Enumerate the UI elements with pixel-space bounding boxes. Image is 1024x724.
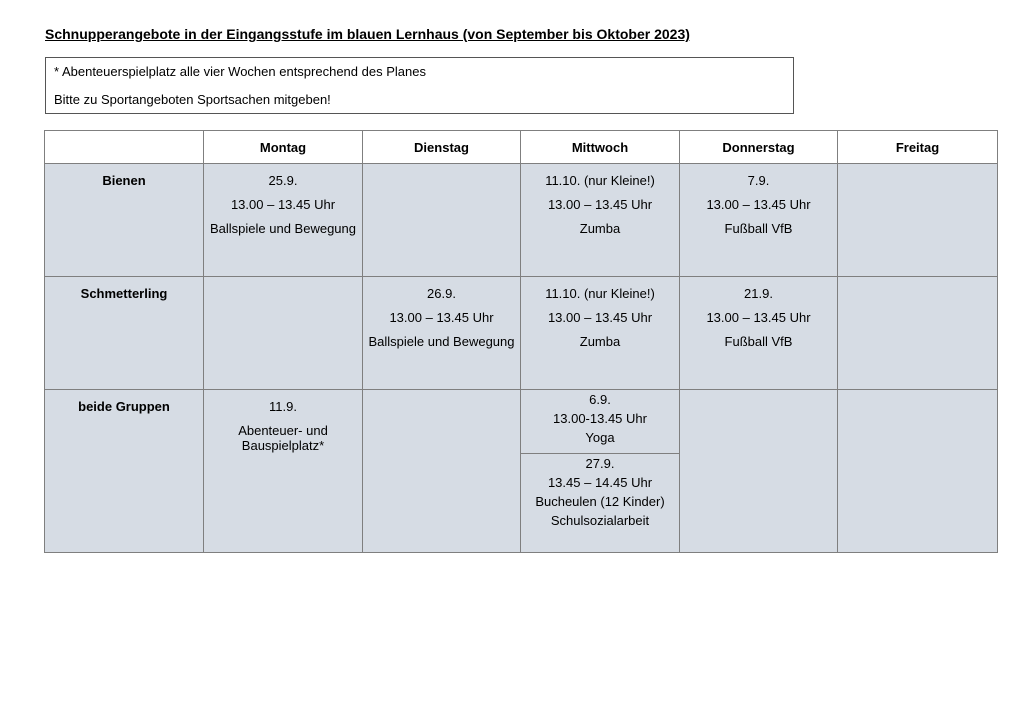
schedule-table — [44, 130, 998, 553]
cell-activity: Abenteuer- und Bauspielplatz* — [238, 423, 328, 453]
cell-time: 13.00 – 13.45 Uhr — [389, 310, 494, 325]
cell-bienen-montag — [204, 164, 363, 277]
cell-time: 13.45 – 14.45 Uhr — [547, 475, 653, 490]
cell-beide-donnerstag — [680, 390, 838, 553]
cell-activity: Bucheulen (12 Kinder) — [535, 494, 665, 509]
cell-schmetterling-dienstag — [363, 277, 521, 390]
cell-time: 13.00 – 13.45 Uhr — [547, 310, 653, 325]
table-row-bienen — [45, 164, 998, 277]
header-mittwoch: Mittwoch — [521, 131, 680, 164]
cell-bienen-donnerstag — [680, 164, 838, 277]
cell-activity: Fußball VfB — [724, 221, 793, 236]
cell-date: 27.9. — [585, 456, 615, 471]
cell-time: 13.00 – 13.45 Uhr — [706, 197, 811, 212]
cell-schmetterling-donnerstag — [680, 277, 838, 390]
cell-activity: Yoga — [585, 430, 615, 445]
cell-time: 13.00 – 13.45 Uhr — [547, 197, 653, 212]
row-label-schmetterling: Schmetterling — [45, 277, 204, 390]
cell-schmetterling-freitag — [838, 277, 998, 390]
cell-schmetterling-mittwoch — [521, 277, 680, 390]
cell-date: 6.9. — [589, 392, 611, 407]
header-dienstag: Dienstag — [363, 131, 521, 164]
note-box — [45, 57, 794, 114]
cell-beide-mittwoch — [521, 390, 680, 553]
header-empty — [45, 131, 204, 164]
cell-date: 11.10. (nur Kleine!) — [545, 286, 655, 301]
header-montag: Montag — [204, 131, 363, 164]
cell-schmetterling-montag — [204, 277, 363, 390]
header-donnerstag: Donnerstag — [680, 131, 838, 164]
cell-activity: Ballspiele und Bewegung — [210, 221, 356, 236]
cell-extra: Schulsozialarbeit — [550, 513, 650, 528]
note-line-2: Bitte zu Sportangeboten Sportsachen mitgeben! — [54, 92, 331, 107]
mittwoch-slot-1 — [521, 390, 679, 454]
cell-activity: Zumba — [579, 334, 621, 349]
cell-date: 21.9. — [744, 286, 773, 301]
cell-date: 11.9. — [269, 399, 297, 414]
cell-date: 7.9. — [747, 173, 770, 188]
cell-beide-dienstag — [363, 390, 521, 553]
cell-date: 11.10. (nur Kleine!) — [545, 173, 655, 188]
cell-bienen-dienstag — [363, 164, 521, 277]
cell-date: 26.9. — [427, 286, 456, 301]
row-label-bienen: Bienen — [45, 164, 204, 277]
cell-date: 25.9. — [268, 173, 298, 188]
mittwoch-slot-2 — [521, 454, 679, 530]
cell-time: 13.00 – 13.45 Uhr — [230, 197, 336, 212]
cell-beide-freitag — [838, 390, 998, 553]
cell-activity: Ballspiele und Bewegung — [368, 334, 515, 349]
cell-beide-montag — [204, 390, 363, 553]
cell-activity: Zumba — [579, 221, 621, 236]
row-label-beide-gruppen: beide Gruppen — [45, 390, 204, 553]
table-row-schmetterling — [45, 277, 998, 390]
cell-bienen-freitag — [838, 164, 998, 277]
header-freitag: Freitag — [838, 131, 998, 164]
cell-activity: Fußball VfB — [724, 334, 793, 349]
cell-time: 13.00-13.45 Uhr — [553, 411, 647, 426]
table-row-beide-gruppen — [45, 390, 998, 553]
note-line-1: * Abenteuerspielplatz alle vier Wochen entsprechend des Planes — [54, 64, 426, 79]
cell-bienen-mittwoch — [521, 164, 680, 277]
cell-time: 13.00 – 13.45 Uhr — [706, 310, 811, 325]
document-title: Schnupperangebote in der Eingangsstufe im blauen Lernhaus (von September bis Oktober 2023) — [45, 26, 690, 42]
header-row — [45, 131, 998, 164]
